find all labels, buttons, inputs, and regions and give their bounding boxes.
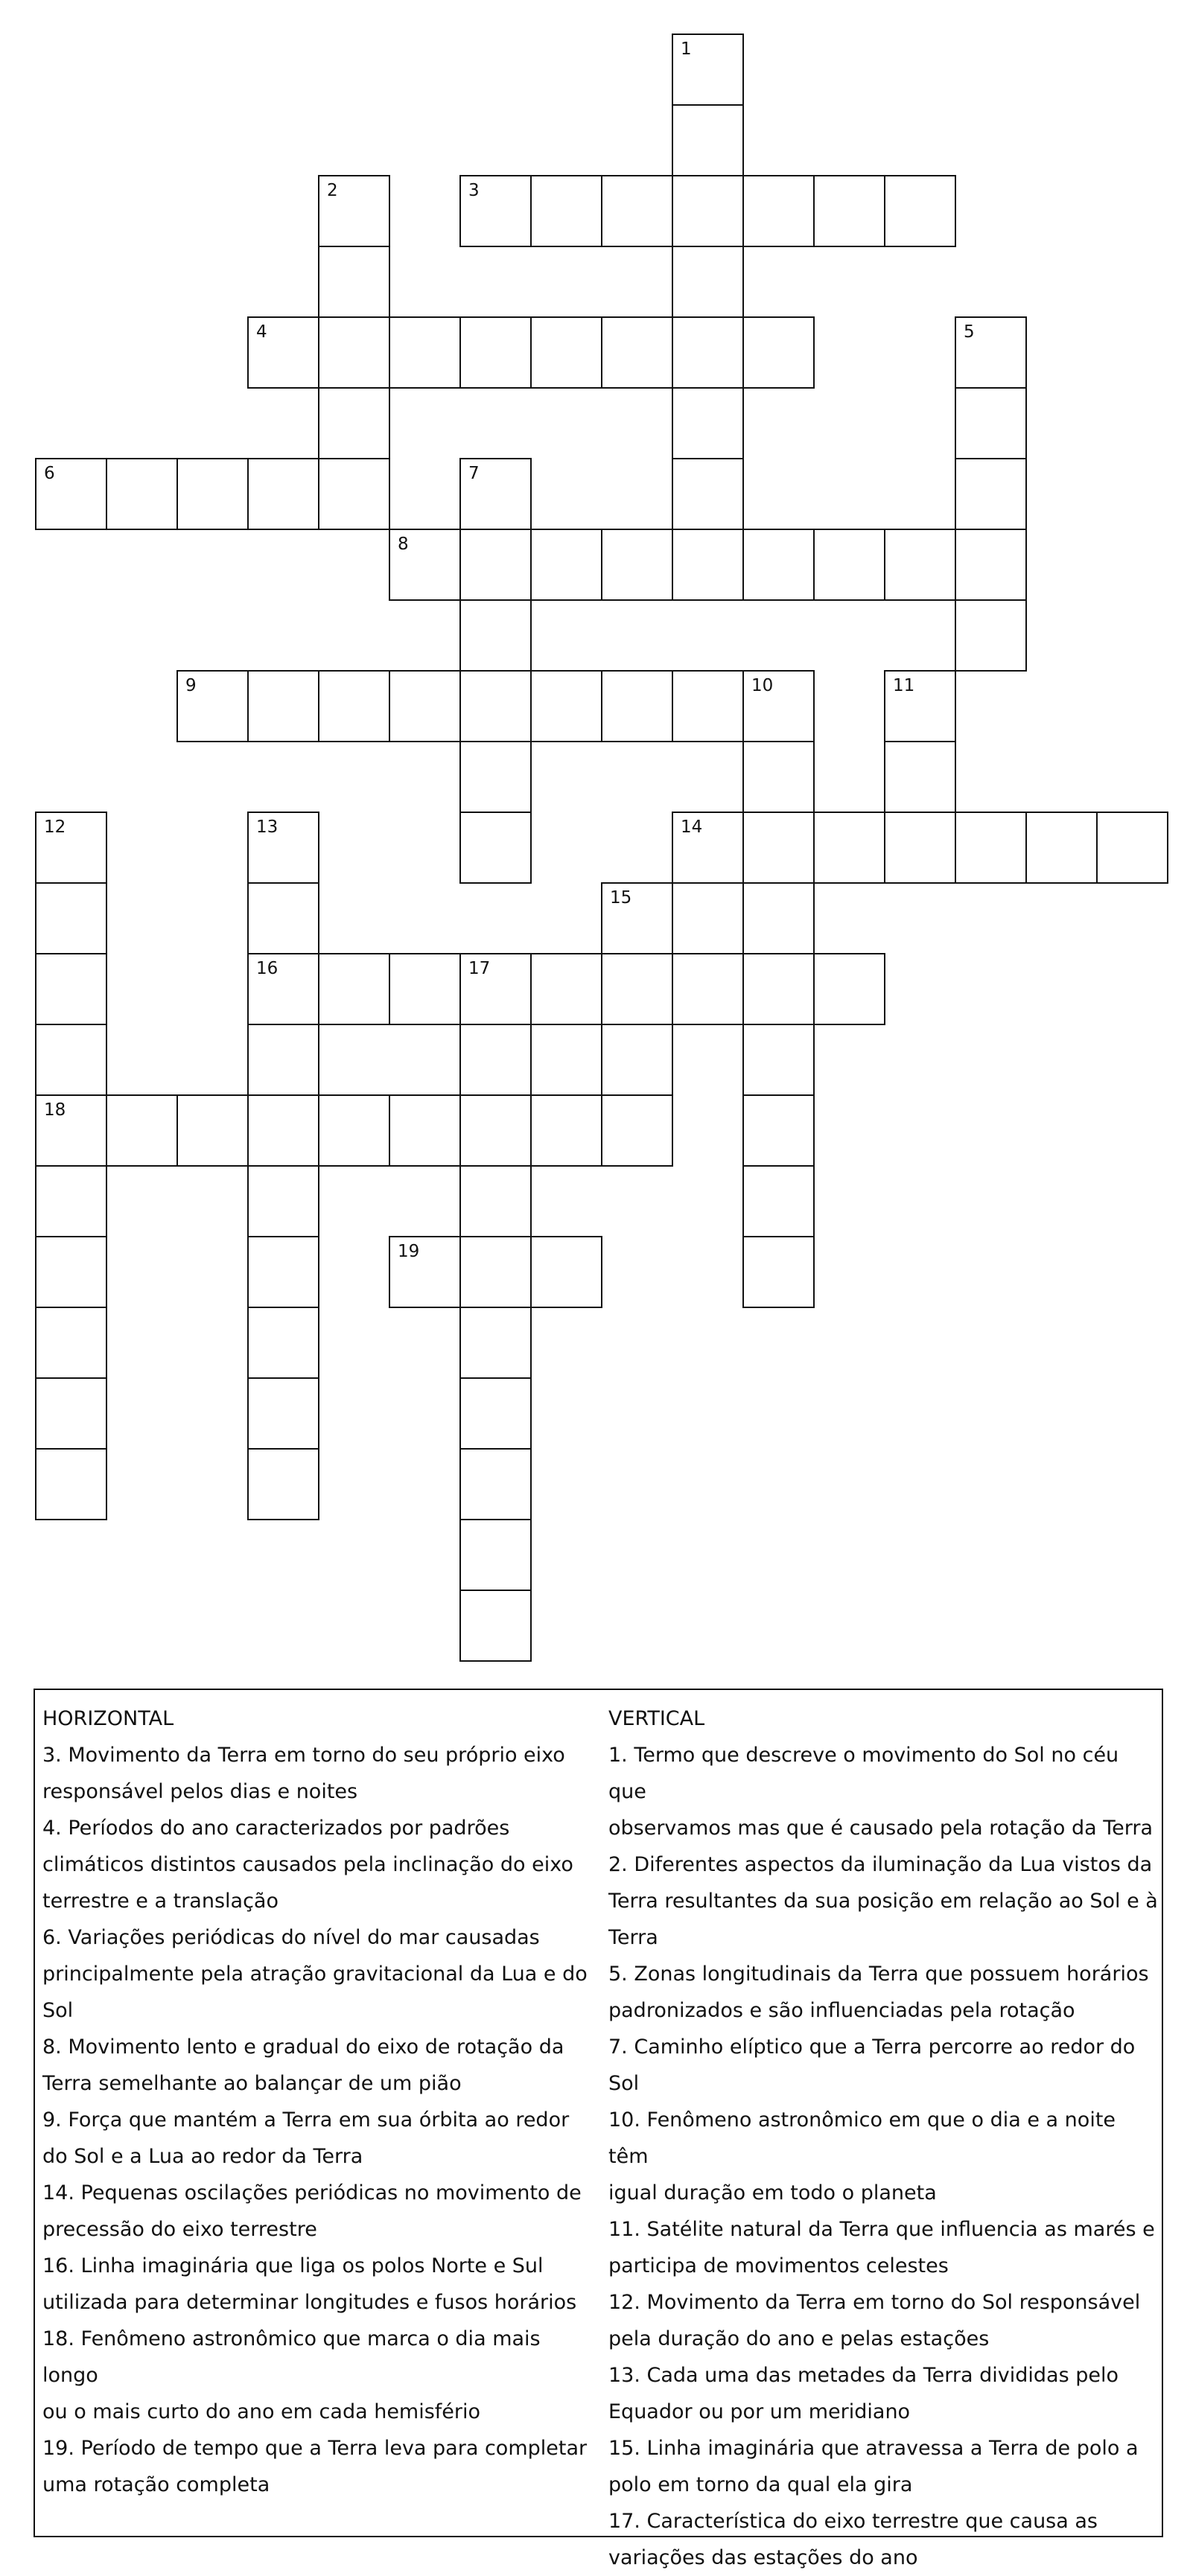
vertical-heading: VERTICAL xyxy=(608,1707,705,1730)
crossword-cell[interactable] xyxy=(1096,812,1168,884)
crossword-cell[interactable] xyxy=(530,953,602,1025)
crossword-cell[interactable] xyxy=(601,316,673,389)
crossword-cell[interactable] xyxy=(1025,812,1098,884)
horizontal-clue-line: 6. Variações periódicas do nível do mar causadas xyxy=(42,1926,540,1949)
crossword-cell[interactable] xyxy=(742,1094,815,1167)
crossword-cell[interactable] xyxy=(672,104,744,176)
vertical-clue-line: 15. Linha imaginária que atravessa a Terra de polo a xyxy=(608,2437,1139,2460)
crossword-cell[interactable] xyxy=(742,316,815,389)
crossword-cell[interactable] xyxy=(601,1094,673,1167)
crossword-cell[interactable] xyxy=(459,175,532,247)
crossword-cell[interactable] xyxy=(813,953,885,1025)
horizontal-clue-line: precessão do eixo terrestre xyxy=(42,2218,317,2241)
vertical-clue-line: 13. Cada uma das metades da Terra divididas pelo xyxy=(608,2364,1119,2387)
crossword-cell[interactable] xyxy=(601,1024,673,1096)
crossword-cell[interactable] xyxy=(459,812,532,884)
crossword-cell[interactable] xyxy=(318,387,390,459)
crossword-cell[interactable] xyxy=(35,953,107,1025)
clue-number: 10 xyxy=(751,676,774,695)
crossword-cell[interactable] xyxy=(389,316,461,389)
crossword-cell[interactable] xyxy=(672,529,744,601)
crossword-cell[interactable] xyxy=(459,1448,532,1520)
crossword-cell[interactable] xyxy=(742,1024,815,1096)
horizontal-heading: HORIZONTAL xyxy=(42,1707,174,1730)
crossword-cell[interactable] xyxy=(459,1377,532,1450)
crossword-cell[interactable] xyxy=(742,670,815,742)
crossword-cell[interactable] xyxy=(247,882,319,954)
horizontal-clue-line: do Sol e a Lua ao redor da Terra xyxy=(42,2145,363,2168)
vertical-clue-line: variações das estações do ano xyxy=(608,2546,918,2569)
horizontal-clue-list xyxy=(42,1737,594,2503)
crossword-cell[interactable] xyxy=(35,1448,107,1520)
crossword-cell[interactable] xyxy=(247,1307,319,1379)
clue-number: 11 xyxy=(893,676,915,695)
crossword-cell[interactable] xyxy=(459,1024,532,1096)
crossword-cell[interactable] xyxy=(955,458,1027,530)
crossword-cell[interactable] xyxy=(106,1094,178,1167)
horizontal-clue-line: climáticos distintos causados pela inclinação do eixo xyxy=(42,1853,573,1876)
clue-number: 13 xyxy=(256,817,279,837)
crossword-cell[interactable] xyxy=(106,458,178,530)
crossword-cell[interactable] xyxy=(884,529,956,601)
clue-number: 18 xyxy=(44,1100,66,1120)
clues-box xyxy=(34,1689,1163,2569)
crossword-cell[interactable] xyxy=(247,1165,319,1237)
vertical-clue-line: padronizados e são influenciadas pela rotação xyxy=(608,1999,1075,2022)
vertical-clue-line: 7. Caminho elíptico que a Terra percorre ao redor do xyxy=(608,2035,1136,2059)
horizontal-clue-line: 19. Período de tempo que a Terra leva para completar xyxy=(42,2437,588,2460)
crossword-cell[interactable] xyxy=(247,670,319,742)
horizontal-clue-line: 18. Fenômeno astronômico que marca o dia mais longo xyxy=(42,2327,541,2387)
crossword-cell[interactable] xyxy=(459,599,532,672)
horizontal-clue-line: Sol xyxy=(42,1999,74,2022)
crossword-cell[interactable] xyxy=(955,599,1027,672)
vertical-clue-line: pela duração do ano e pelas estações xyxy=(608,2327,990,2350)
clue-number: 8 xyxy=(398,535,409,554)
crossword-cell[interactable] xyxy=(742,812,815,884)
crossword-cell[interactable] xyxy=(247,812,319,884)
crossword-cell[interactable] xyxy=(530,316,602,389)
crossword-cell[interactable] xyxy=(318,246,390,318)
crossword-cell[interactable] xyxy=(530,1236,602,1308)
crossword-cell[interactable] xyxy=(672,34,744,106)
crossword-cell[interactable] xyxy=(459,1307,532,1379)
horizontal-clue-line: 14. Pequenas oscilações periódicas no movimento de xyxy=(42,2181,582,2204)
crossword-cell[interactable] xyxy=(389,670,461,742)
crossword-cell[interactable] xyxy=(247,458,319,530)
crossword-cell[interactable] xyxy=(672,953,744,1025)
horizontal-clues xyxy=(42,1700,594,2503)
crossword-cell[interactable] xyxy=(247,953,319,1025)
vertical-clues xyxy=(608,1700,1159,2576)
crossword-cell[interactable] xyxy=(459,529,532,601)
crossword-cell[interactable] xyxy=(742,175,815,247)
crossword-cell[interactable] xyxy=(672,316,744,389)
crossword-cell[interactable] xyxy=(955,529,1027,601)
crossword-cell[interactable] xyxy=(530,1094,602,1167)
crossword-cell[interactable] xyxy=(884,670,956,742)
crossword-cell[interactable] xyxy=(459,1165,532,1237)
vertical-clue-line: 1. Termo que descreve o movimento do Sol no céu que xyxy=(608,1744,1119,1803)
crossword-cell[interactable] xyxy=(955,316,1027,389)
crossword-cell[interactable] xyxy=(813,812,885,884)
crossword-cell[interactable] xyxy=(247,1236,319,1308)
crossword-cell[interactable] xyxy=(247,316,319,389)
crossword-cell[interactable] xyxy=(742,953,815,1025)
vertical-clue-line: polo em torno da qual ela gira xyxy=(608,2473,913,2496)
clue-number: 5 xyxy=(964,322,975,342)
crossword-cell[interactable] xyxy=(35,812,107,884)
clue-number: 3 xyxy=(468,181,480,200)
horizontal-clue-line: 3. Movimento da Terra em torno do seu próprio eixo xyxy=(42,1744,565,1767)
clue-number: 4 xyxy=(256,322,267,342)
crossword-cell[interactable] xyxy=(176,458,249,530)
crossword-cell[interactable] xyxy=(672,387,744,459)
crossword-cell[interactable] xyxy=(742,741,815,813)
horizontal-clue-line: terrestre e a translação xyxy=(42,1890,279,1913)
crossword-cell[interactable] xyxy=(176,1094,249,1167)
horizontal-clue-line: 4. Períodos do ano caracterizados por padrões xyxy=(42,1817,510,1840)
crossword-cell[interactable] xyxy=(35,1094,107,1167)
crossword-cell[interactable] xyxy=(247,1448,319,1520)
crossword-cell[interactable] xyxy=(601,953,673,1025)
vertical-clue-line: 17. Característica do eixo terrestre que causa as xyxy=(608,2510,1098,2533)
clue-number: 9 xyxy=(185,676,197,695)
clue-number: 14 xyxy=(681,817,703,837)
crossword-cell[interactable] xyxy=(35,882,107,954)
crossword-cell[interactable] xyxy=(389,1236,461,1308)
horizontal-clue-line: ou o mais curto do ano em cada hemisfério xyxy=(42,2400,481,2423)
vertical-clue-line: Terra xyxy=(608,1926,658,1949)
crossword-cell[interactable] xyxy=(318,458,390,530)
clue-number: 17 xyxy=(468,959,491,978)
crossword-cell[interactable] xyxy=(884,741,956,813)
vertical-clue-line: Equador ou por um meridiano xyxy=(608,2400,911,2423)
crossword-cell[interactable] xyxy=(35,1307,107,1379)
vertical-clue-line: 5. Zonas longitudinais da Terra que possuem horários xyxy=(608,1963,1149,1986)
crossword-cell[interactable] xyxy=(601,882,673,954)
crossword-cell[interactable] xyxy=(459,741,532,813)
crossword-cell[interactable] xyxy=(672,175,744,247)
clue-number: 6 xyxy=(44,464,55,483)
crossword-cell[interactable] xyxy=(601,670,673,742)
crossword-cell[interactable] xyxy=(955,387,1027,459)
clue-number: 1 xyxy=(681,39,692,59)
crossword-cell[interactable] xyxy=(742,1165,815,1237)
clue-number: 19 xyxy=(398,1242,420,1261)
crossword-cell[interactable] xyxy=(35,1236,107,1308)
crossword-cell[interactable] xyxy=(318,953,390,1025)
crossword-cell[interactable] xyxy=(813,175,885,247)
crossword-cell[interactable] xyxy=(955,812,1027,884)
crossword-cell[interactable] xyxy=(601,175,673,247)
crossword-cell[interactable] xyxy=(742,1236,815,1308)
vertical-clue-line: 11. Satélite natural da Terra que influencia as marés e xyxy=(608,2218,1155,2241)
crossword-cell[interactable] xyxy=(459,1094,532,1167)
crossword-cell[interactable] xyxy=(247,1094,319,1167)
crossword-cell[interactable] xyxy=(672,812,744,884)
crossword-cell[interactable] xyxy=(742,529,815,601)
crossword-cell[interactable] xyxy=(672,458,744,530)
crossword-cell[interactable] xyxy=(530,670,602,742)
crossword-cell[interactable] xyxy=(459,670,532,742)
crossword-cell[interactable] xyxy=(247,1024,319,1096)
crossword-cell[interactable] xyxy=(318,316,390,389)
crossword-cell[interactable] xyxy=(601,529,673,601)
horizontal-clue-line: utilizada para determinar longitudes e fusos horários xyxy=(42,2291,577,2314)
horizontal-clue-line: 8. Movimento lento e gradual do eixo de rotação da xyxy=(42,2035,564,2059)
crossword-cell[interactable] xyxy=(389,529,461,601)
crossword-cell[interactable] xyxy=(389,953,461,1025)
crossword-cell[interactable] xyxy=(318,175,390,247)
clue-number: 15 xyxy=(610,888,632,908)
vertical-clue-line: 10. Fenômeno astronômico em que o dia e a noite têm xyxy=(608,2108,1116,2168)
crossword-cell[interactable] xyxy=(672,882,744,954)
vertical-clue-line: 12. Movimento da Terra em torno do Sol responsável xyxy=(608,2291,1141,2314)
clue-number: 7 xyxy=(468,464,480,483)
vertical-clue-line: participa de movimentos celestes xyxy=(608,2254,949,2277)
crossword-cell[interactable] xyxy=(318,1094,390,1167)
clue-number: 2 xyxy=(327,181,338,200)
crossword-cell[interactable] xyxy=(459,1590,532,1662)
crossword-cell[interactable] xyxy=(530,175,602,247)
crossword-cell[interactable] xyxy=(742,882,815,954)
crossword-cell[interactable] xyxy=(247,1377,319,1450)
crossword-cell[interactable] xyxy=(672,670,744,742)
crossword-cell[interactable] xyxy=(176,670,249,742)
crossword-cell[interactable] xyxy=(35,1024,107,1096)
clue-number: 12 xyxy=(44,817,66,837)
crossword-cell[interactable] xyxy=(459,1519,532,1591)
vertical-clue-line: igual duração em todo o planeta xyxy=(608,2181,937,2204)
horizontal-clue-line: responsável pelos dias e noites xyxy=(42,1780,358,1803)
crossword-cell[interactable] xyxy=(813,529,885,601)
crossword-cell[interactable] xyxy=(35,1377,107,1450)
vertical-clue-line: Sol xyxy=(608,2072,640,2095)
crossword-cell[interactable] xyxy=(389,1094,461,1167)
crossword-cell[interactable] xyxy=(35,1165,107,1237)
clue-number: 16 xyxy=(256,959,279,978)
horizontal-clue-line: 9. Força que mantém a Terra em sua órbita ao redor xyxy=(42,2108,570,2132)
vertical-clue-line: Terra resultantes da sua posição em relação ao Sol e à xyxy=(608,1890,1158,1913)
horizontal-clue-line: principalmente pela atração gravitacional da Lua e do xyxy=(42,1963,588,1986)
crossword-cell[interactable] xyxy=(459,458,532,530)
crossword-cell[interactable] xyxy=(35,458,107,530)
crossword-cell[interactable] xyxy=(884,812,956,884)
crossword-cell[interactable] xyxy=(459,953,532,1025)
crossword-cell[interactable] xyxy=(318,670,390,742)
crossword-cell[interactable] xyxy=(884,175,956,247)
vertical-clue-line: observamos mas que é causado pela rotação da Terra xyxy=(608,1817,1154,1840)
horizontal-clue-line: Terra semelhante ao balançar de um pião xyxy=(42,2072,462,2095)
crossword-cell[interactable] xyxy=(530,529,602,601)
horizontal-clue-line: 16. Linha imaginária que liga os polos Norte e Sul xyxy=(42,2254,544,2277)
vertical-clue-list xyxy=(608,1737,1159,2576)
horizontal-clue-line: uma rotação completa xyxy=(42,2473,270,2496)
vertical-clue-line: 2. Diferentes aspectos da iluminação da Lua vistos da xyxy=(608,1853,1153,1876)
crossword-cell[interactable] xyxy=(459,316,532,389)
crossword-cell[interactable] xyxy=(672,246,744,318)
crossword-cell[interactable] xyxy=(459,1236,532,1308)
